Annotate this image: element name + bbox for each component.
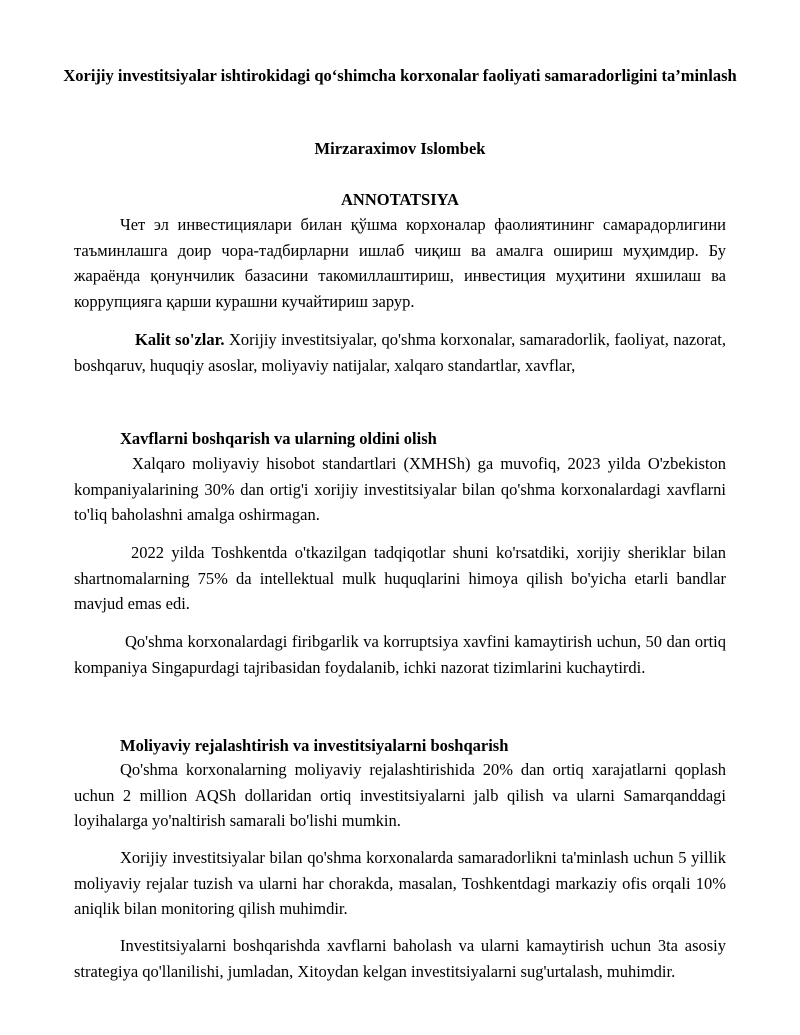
- section1-paragraph-2: 2022 yilda Toshkentda o'tkazilgan tadqiqotlar shuni ko'rsatdiki, xorijiy sheriklar bilan shartnomalarning 75% da intellektual mulk huquqlarini himoya qilish bo'yicha etarli bandlar mavjud emas edi.: [74, 543, 726, 613]
- keywords-paragraph: [74, 327, 726, 378]
- section2-paragraph-2: Xorijiy investitsiyalar bilan qo'shma korxonalarda samaradorlikni ta'minlash uchun 5 yillik moliyaviy rejalar tuzish va ularni har chorakda, masalan, Toshkentdagi markaziy ofis orqali 10% aniqlik bilan monitoring qilish muhimdir.: [74, 848, 726, 918]
- section1-paragraph-1: Xalqaro moliyaviy hisobot standartlari (XMHSh) ga muvofiq, 2023 yilda O'zbekiston kompaniyalarining 30% dan ortig'i xorijiy investitsiyalar bilan qo'shma korxonalardagi xavflarni to'liq baholashni amalga oshirmagan.: [74, 454, 726, 524]
- keywords-text: Xorijiy investitsiyalar, qo'shma korxonalar, samaradorlik, faoliyat, nazorat, boshqaruv, huquqiy asoslar, moliyaviy natijalar, xalqaro standartlar, xavflar,: [74, 330, 726, 375]
- author-name: Mirzaraximov Islombek: [314, 139, 486, 158]
- section1-paragraph-3: Qo'shma korxonalardagi firibgarlik va korruptsiya xavfini kamaytirish uchun, 50 dan ortiq kompaniya Singapurdagi tajribasidan foydalanib, ichki nazorat tizimlarini kuchaytirdi.: [74, 632, 726, 677]
- section2-paragraph-3: Investitsiyalarni boshqarishda xavflarni baholash va ularni kamaytirish uchun 3ta asosiy strategiya qo'llanilishi, jumladan, Xitoydan kelgan investitsiyalarni sug'urtalash, muhimdir.: [74, 936, 726, 981]
- section2-heading: Moliyaviy rejalashtirish va investitsiyalarni boshqarish: [120, 736, 509, 755]
- section1-heading: Xavflarni boshqarish va ularning oldini olish: [120, 429, 437, 448]
- annotation-heading: ANNOTATSIYA: [341, 190, 459, 209]
- keywords-label: Kalit so'zlar.: [135, 330, 225, 349]
- section2-paragraph-1: Qo'shma korxonalarning moliyaviy rejalashtirishida 20% dan ortiq xarajatlarni qoplash uchun 2 million AQSh dollaridan ortiq investitsiyalarni jalb qilish va ularni Samarqanddagi loyihalarga yo'naltirish samarali bo'lishi mumkin.: [74, 760, 726, 830]
- annotation-paragraph: Чет эл инвестициялари билан қўшма корхоналар фаолиятининг самарадорлигини таъминлашга доир чора-тадбирларни ишлаб чиқиш ва амалга ошириш муҳимдир. Бу жараёнда қонунчилик базасини такомиллаштириш, инвестиция муҳитини яхшилаш ва коррупцияга қарши курашни кучайтириш зарур.: [74, 215, 726, 311]
- document-title: Xorijiy investitsiyalar ishtirokidagi qo‘shimcha korxonalar faoliyati samaradorligini ta’minlash: [63, 66, 737, 85]
